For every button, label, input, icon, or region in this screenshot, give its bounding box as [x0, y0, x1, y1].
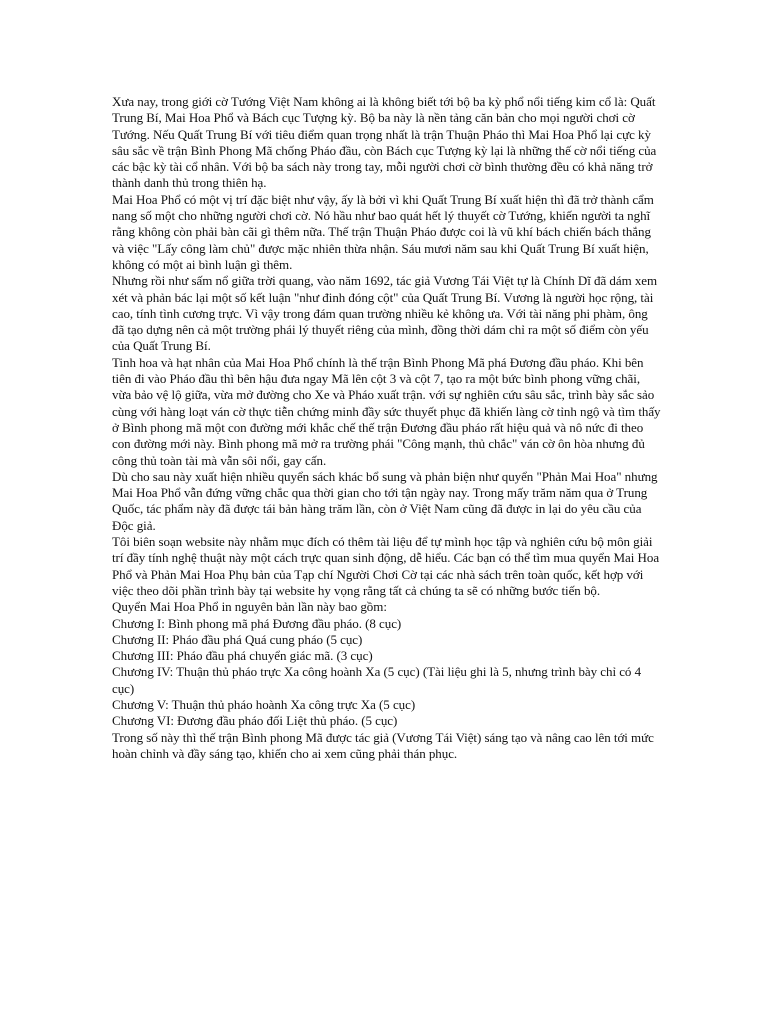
- chapter-2: Chương II: Pháo đầu phá Quá cung pháo (5 cục): [112, 631, 363, 647]
- paragraph-conclusion: Trong số này thì thế trận Bình phong Mã được tác giả (Vương Tái Việt) sáng tạo và nâng cao lên tới mức hoàn chỉnh và đầy sáng tạo, khiến cho ai xem cũng phải thán phục.: [112, 729, 654, 761]
- paragraph-legacy: Dù cho sau này xuất hiện nhiều quyển sách khác bổ sung và phản biện như quyển "Phản Mai Hoa" nhưng Mai Hoa Phổ vẫn đứng vững chắc qua thời gian cho tới tận ngày nay. Trong mấy trăm năm qua ở Trung Quốc, tác phẩm này đã được tái bản hàng trăm lần, còn ở Việt Nam cũng đã được in lại do yêu cầu của Độc giả.: [112, 468, 658, 533]
- paragraph-author: Nhưng rồi như sấm nổ giữa trời quang, vào năm 1692, tác giả Vương Tái Việt tự là Chính Dĩ đã dám xem xét và phản bác lại một số kết luận "như đinh đóng cột" của Quất Trung Bí. Vương là người học rộng, tài cao, tính tình cương trực. Vì vậy trong đám quan trường nhiều kẻ không ưa. Với tài năng phi phàm, ông đã tạo dựng nên cả một trường phái lý thuyết riêng của mình, đồng thời dám chỉ ra một số điểm còn yếu của Quất Trung Bí.: [112, 273, 658, 354]
- document-body: [112, 94, 662, 762]
- paragraph-position: Mai Hoa Phổ có một vị trí đặc biệt như vậy, ấy là bởi vì khi Quất Trung Bí xuất hiện thì đã trở thành cẩm nang số một cho những người chơi cờ. Nó hầu như bao quát hết lý thuyết cờ Tướng, khiến người ta nghĩ rằng không còn phải bàn cãi gì thêm nữa. Thế trận Thuận Pháo được coi là vũ khí bách chiến bách thắng và việc "Lấy công làm chủ" được mặc nhiên thừa nhận. Sáu mươi năm sau khi Quất Trung Bí xuất hiện, không có một ai bình luận gì thêm.: [112, 191, 654, 272]
- chapter-4: Chương IV: Thuận thủ pháo trực Xa công hoành Xa (5 cục) (Tài liệu ghi là 5, nhưng trình bày chỉ có 4 cục): [112, 664, 642, 696]
- paragraph-website: Tôi biên soạn website này nhằm mục đích có thêm tài liệu để tự mình học tập và nghiên cứu bộ môn giải trí đầy tính nghệ thuật này một cách trực quan sinh động, dễ hiểu. Các bạn có thể tìm mua quyển Mai Hoa Phổ và Phản Mai Hoa Phụ bản của Tạp chí Người Chơi Cờ tại các nhà sách trên toàn quốc, kết hợp với việc theo dõi phần trình bày tại website hy vọng rằng tất cả chúng ta sẽ có những bước tiến bộ.: [112, 534, 660, 598]
- chapter-6: Chương VI: Đương đầu pháo đối Liệt thủ pháo. (5 cục): [112, 713, 398, 729]
- chapter-3: Chương III: Pháo đầu phá chuyển giác mã. (3 cục): [112, 648, 373, 664]
- paragraph-essence: Tinh hoa và hạt nhân của Mai Hoa Phổ chính là thế trận Bình Phong Mã phá Đương đầu pháo. Khi bên tiên đi vào Pháo đầu thì bên hậu đưa ngay Mã lên cột 3 và cột 7, tạo ra một bức bình phong vững chãi, vừa bảo vệ lộ giữa, vừa mở đường cho Xe và Pháo xuất trận. với sự nghiên cứu sâu sắc, trình bày sắc sảo cùng với hàng loạt ván cờ thực tiễn chứng minh đầy sức thuyết phục đã khiến làng cờ tỉnh ngộ và tìm thấy ở Bình phong mã một con đường mới khắc chế thế trận Đương đầu pháo rất hiệu quả và nô nức đi theo con đường mới này. Bình phong mã mở ra trường phái "Công mạnh, thủ chắc" ván cờ ôn hòa nhưng đủ công thủ toàn tài mà vẫn sôi nổi, gay cấn.: [112, 354, 661, 468]
- paragraph-intro: Xưa nay, trong giới cờ Tướng Việt Nam không ai là không biết tới bộ ba kỳ phổ nổi tiếng kim cổ là: Quất Trung Bí, Mai Hoa Phổ và Bách cục Tượng kỳ. Bộ ba này là nền tảng căn bản cho mọi người chơi cờ Tướng. Nếu Quất Trung Bí với tiêu điểm quan trọng nhất là trận Thuận Pháo thì Mai Hoa Phổ lại cực kỳ sâu sắc về trận Bình Phong Mã chống Pháo đầu, còn Bách cục Tượng kỳ lại là những thế cờ nổi tiếng của các bậc kỳ tài cổ nhân. Với bộ ba sách này trong tay, mỗi người chơi cờ bình thường đều có khả năng trở thành danh thủ trong thiên hạ.: [112, 94, 657, 191]
- contents-intro: Quyển Mai Hoa Phổ in nguyên bản lần này bao gồm:: [112, 599, 387, 615]
- chapter-5: Chương V: Thuận thủ pháo hoành Xa công trực Xa (5 cục): [112, 696, 416, 712]
- chapter-1: Chương I: Bình phong mã phá Đương đầu pháo. (8 cục): [112, 615, 402, 631]
